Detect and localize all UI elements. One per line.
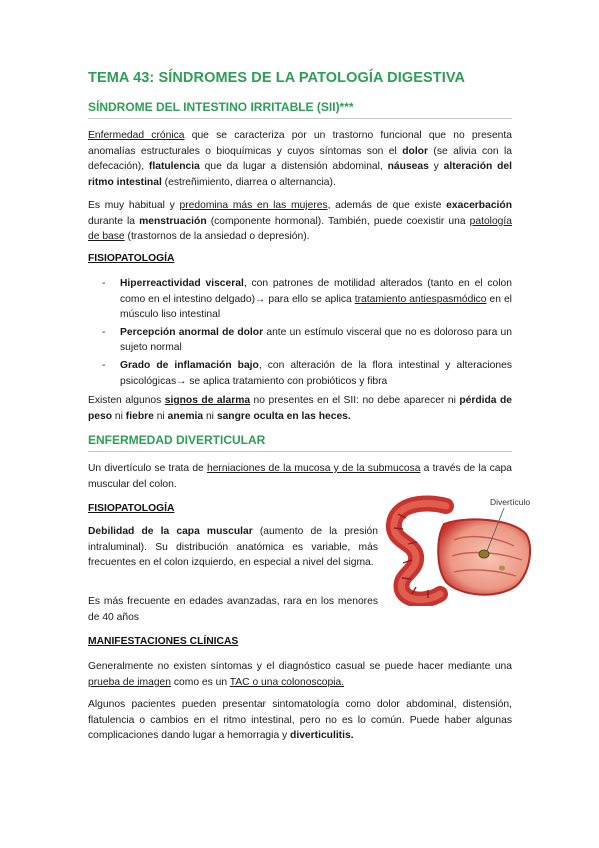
manifestaciones-paragraph-2 (88, 697, 512, 744)
text-run: , además de que existe (327, 200, 447, 211)
text-run: ni (153, 410, 168, 422)
text-run: , con alteración de la flora intestinal y alteraciones psicológicas→ se aplica tratamiento con probióticos y fibra (120, 359, 512, 387)
text-run: que da lugar a distensión abdominal, (199, 161, 388, 173)
bullet-dash: - (102, 326, 106, 338)
text-tac-colonoscopia: TAC o una colonoscopia. (229, 676, 345, 688)
section-heading-sii: SÍNDROME DEL INTESTINO IRRITABLE (SII)*** (88, 100, 512, 119)
text-run: que se caracteriza por un trastorno funcional que no presenta anomalías estructurales o bioquímicas y cuyos síntomas son el (88, 130, 512, 157)
fisiopatologia-list (88, 276, 512, 391)
page-title: TEMA 43: SÍNDROMES DE LA PATOLOGÍA DIGESTIVA (88, 70, 466, 86)
list-item (88, 276, 512, 323)
subheading-fisiopatologia-sii: FISIOPATOLOGÍA (88, 253, 175, 264)
text-run: (estreñimiento, diarrea o alternancia). (161, 176, 336, 188)
sii-definition-paragraph (88, 128, 512, 190)
opened-colon-section (438, 519, 530, 594)
diverticulum-pouch (479, 550, 489, 558)
text-run: Existen algunos (88, 395, 165, 406)
text-patologia-base: patología de base (88, 215, 512, 243)
text-run: (aumento de la presión intraluminal). Su distribución anatómica es variable, más frecuentes en el colon izquierdo, en especial a nivel del sigma. (88, 526, 378, 569)
text-signos-alarma: signos de alarma (164, 395, 251, 406)
text-sangre-oculta: sangre oculta en las heces. (216, 410, 351, 422)
diverticular-fisio-paragraph (88, 524, 378, 571)
text-inflamacion-bajo: Grado de inflamación bajo (120, 359, 259, 371)
text-run: no presentes en el SII: no debe aparecer ni (250, 395, 460, 406)
text-run: y (428, 161, 444, 173)
text-run: Un divertículo se trata de (88, 463, 207, 474)
figure-label-diverticulo: Divertículo (490, 497, 531, 507)
text-run: (componente hormonal). También, puede coexistir una (206, 215, 470, 227)
subheading-manifestaciones: MANIFESTACIONES CLÍNICAS (88, 636, 239, 647)
text-diverticulitis: diverticulitis. (290, 730, 354, 742)
text-anemia: anemia (167, 410, 204, 422)
text-run: durante la (88, 215, 140, 227)
text-alteracion-ritmo: alteración del ritmo intestinal (88, 161, 512, 188)
text-perdida-peso: pérdida de peso (88, 395, 512, 422)
diverticulo-definition-paragraph (88, 461, 512, 492)
text-predomina-mujeres: predomina más en las mujeres (179, 200, 328, 211)
text-run: ante un estímulo visceral que no es doloroso para un sujeto normal (120, 326, 513, 354)
list-item (88, 358, 512, 389)
colon-diverticulum-illustration (384, 494, 534, 606)
sii-alarm-paragraph (88, 393, 512, 424)
text-dolor: dolor (402, 145, 428, 157)
text-run: a través de la capa muscular del colon. (88, 463, 512, 490)
text-tratamiento-antiespasmodico: tratamiento antiespasmódico (354, 293, 487, 305)
text-run: Generalmente no existen síntomas y el diagnóstico casual se puede hacer mediante una (88, 661, 512, 672)
text-run: en el músculo liso intestinal (120, 293, 512, 321)
bullet-dash: - (102, 359, 106, 371)
subheading-fisiopatologia-diverticular: FISIOPATOLOGÍA (88, 503, 175, 514)
text-flatulencia: flatulencia (148, 161, 200, 173)
text-hiperreactividad: Hiperreactividad visceral (120, 278, 244, 289)
text-run: ni (203, 410, 217, 422)
text-enfermedad-cronica: Enfermedad crónica (88, 130, 185, 141)
text-run: Algunos pacientes pueden presentar sintomatología como dolor abdominal, distensión, flatulencia o cambios en el ritmo intestinal, pero no es lo común. Puede haber algunas complicaciones dando lugar a hemorragia y (88, 699, 512, 742)
text-run: (se alivia con la defecación), (88, 145, 512, 173)
text-percepcion-dolor: Percepción anormal de dolor (120, 326, 264, 338)
text-herniaciones: herniaciones de la mucosa y de la submucosa (206, 463, 421, 474)
bullet-dash: - (102, 278, 106, 289)
list-item (88, 325, 512, 356)
text-run: (trastornos de la ansiedad o depresión). (124, 231, 310, 243)
text-run: como es un (171, 676, 230, 688)
text-nauseas: náuseas (387, 161, 429, 173)
text-menstruacion: menstruación (139, 215, 207, 227)
text-fiebre: fiebre (125, 410, 154, 422)
diverticular-age-paragraph: Es más frecuente en edades avanzadas, rara en los menores de 40 años (88, 596, 378, 623)
text-prueba-imagen: prueba de imagen (88, 676, 172, 688)
text-run: , con patrones de motilidad alterados (tanto en el colon como en el intestino delgado)→ para ello se aplica (120, 278, 512, 305)
text-run: ni (112, 410, 126, 422)
section-heading-diverticular: ENFERMEDAD DIVERTICULAR (88, 433, 512, 452)
manifestaciones-paragraph-1 (88, 659, 512, 690)
text-run: Es muy habitual y (88, 200, 180, 211)
text-debilidad-capa: Debilidad de la capa muscular (88, 526, 253, 537)
sii-epidemiology-paragraph (88, 198, 512, 245)
text-exacerbacion: exacerbación (446, 200, 512, 211)
